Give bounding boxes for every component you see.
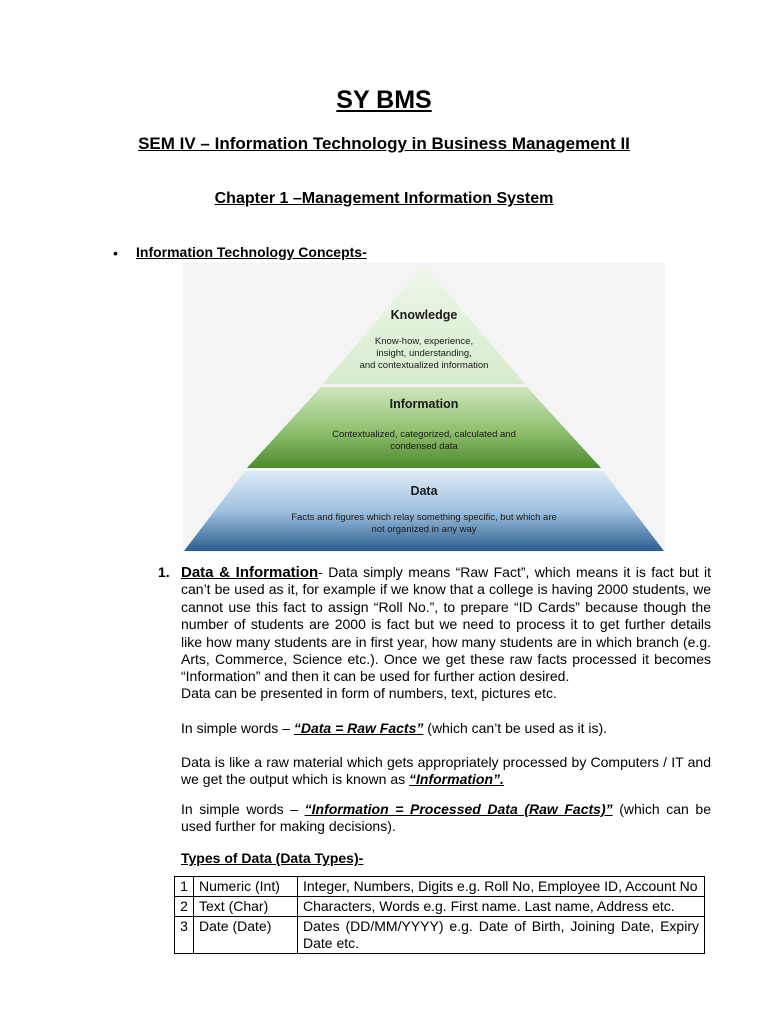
item-heading: Data & Information <box>181 564 319 581</box>
data-types-table <box>174 876 705 954</box>
simple-words-suffix: (which can’t be used as it is). <box>423 720 608 736</box>
pyramid-data-title: Data <box>410 484 438 498</box>
bullet-marker: • <box>113 245 118 261</box>
table-row <box>175 917 705 954</box>
simple-words-data <box>181 720 711 737</box>
data-presentation-line: Data can be presented in form of numbers, text, pictures etc. <box>181 685 557 701</box>
item-body: - Data simply means “Raw Fact”, which means it is fact but it can’t be used as it, for example if we know that a college is having 2000 students, we cannot use this fact to assign “Roll No.”, to prepare “ID Cards” because though the number of students are 2000 is fact but we need to process it to get further details like how many students are in first year, how many students are in which branch (e.g. Arts, Commerce, Science etc.). Once we get these raw facts processed it becomes “Information” and then it can be used for further action desired. <box>181 564 711 685</box>
document-title: SY BMS <box>336 86 432 114</box>
row-number-cell: 3 <box>175 917 194 954</box>
type-cell: Numeric (Int) <box>194 877 298 897</box>
pyramid-information-title: Information <box>389 397 459 411</box>
type-cell: Date (Date) <box>194 917 298 954</box>
item-number: 1. <box>158 564 170 580</box>
types-of-data-heading: Types of Data (Data Types)- <box>181 850 364 866</box>
table-row <box>175 897 705 917</box>
section-heading: Information Technology Concepts- <box>136 244 367 260</box>
chapter-title: Chapter 1 –Management Information System <box>214 190 554 207</box>
description-cell: Dates (DD/MM/YYYY) e.g. Date of Birth, Joining Date, Expiry Date etc. <box>298 917 705 954</box>
data-information-paragraph <box>181 564 711 686</box>
pyramid-knowledge-desc-3: and contextualized information <box>359 360 489 371</box>
pyramid-data-desc-1: Facts and figures which relay something specific, but which are <box>291 512 557 523</box>
pyramid-data-desc-2: not organized in any way <box>371 524 477 535</box>
pyramid-knowledge-desc-1: Know-how, experience, <box>374 336 474 347</box>
row-number-cell: 2 <box>175 897 194 917</box>
information-term: “Information”. <box>409 771 504 788</box>
information-equals-processed-data: “Information = Processed Data (Raw Facts)” <box>304 801 613 817</box>
data-equals-raw-facts: “Data = Raw Facts” <box>293 720 424 736</box>
simple-words-information <box>181 801 711 836</box>
raw-material-text: Data is like a raw material which gets appropriately processed by Computers / IT and we get the output which is known as <box>181 754 711 788</box>
data-types-table-body <box>175 877 705 954</box>
simple-words-prefix-2: In simple words – <box>181 801 305 817</box>
dikw-pyramid-diagram <box>183 263 665 552</box>
simple-words-prefix: In simple words – <box>181 720 294 736</box>
raw-material-paragraph <box>181 754 711 789</box>
simple-words-suffix-2: (which can be used further for making decisions). <box>181 801 711 835</box>
pyramid-level-data <box>184 471 664 551</box>
pyramid-information-desc-2: condensed data <box>390 441 458 452</box>
pyramid-knowledge-desc-2: insight, understanding, <box>376 348 472 359</box>
document-subtitle: SEM IV – Information Technology in Business Management II <box>138 134 630 153</box>
pyramid-knowledge-title: Knowledge <box>390 308 458 322</box>
type-cell: Text (Char) <box>194 897 298 917</box>
table-row <box>175 877 705 897</box>
row-number-cell: 1 <box>175 877 194 897</box>
description-cell: Integer, Numbers, Digits e.g. Roll No, Employee ID, Account No <box>298 877 705 897</box>
pyramid-information-desc-1: Contextualized, categorized, calculated and <box>332 429 516 440</box>
description-cell: Characters, Words e.g. First name. Last name, Address etc. <box>298 897 705 917</box>
